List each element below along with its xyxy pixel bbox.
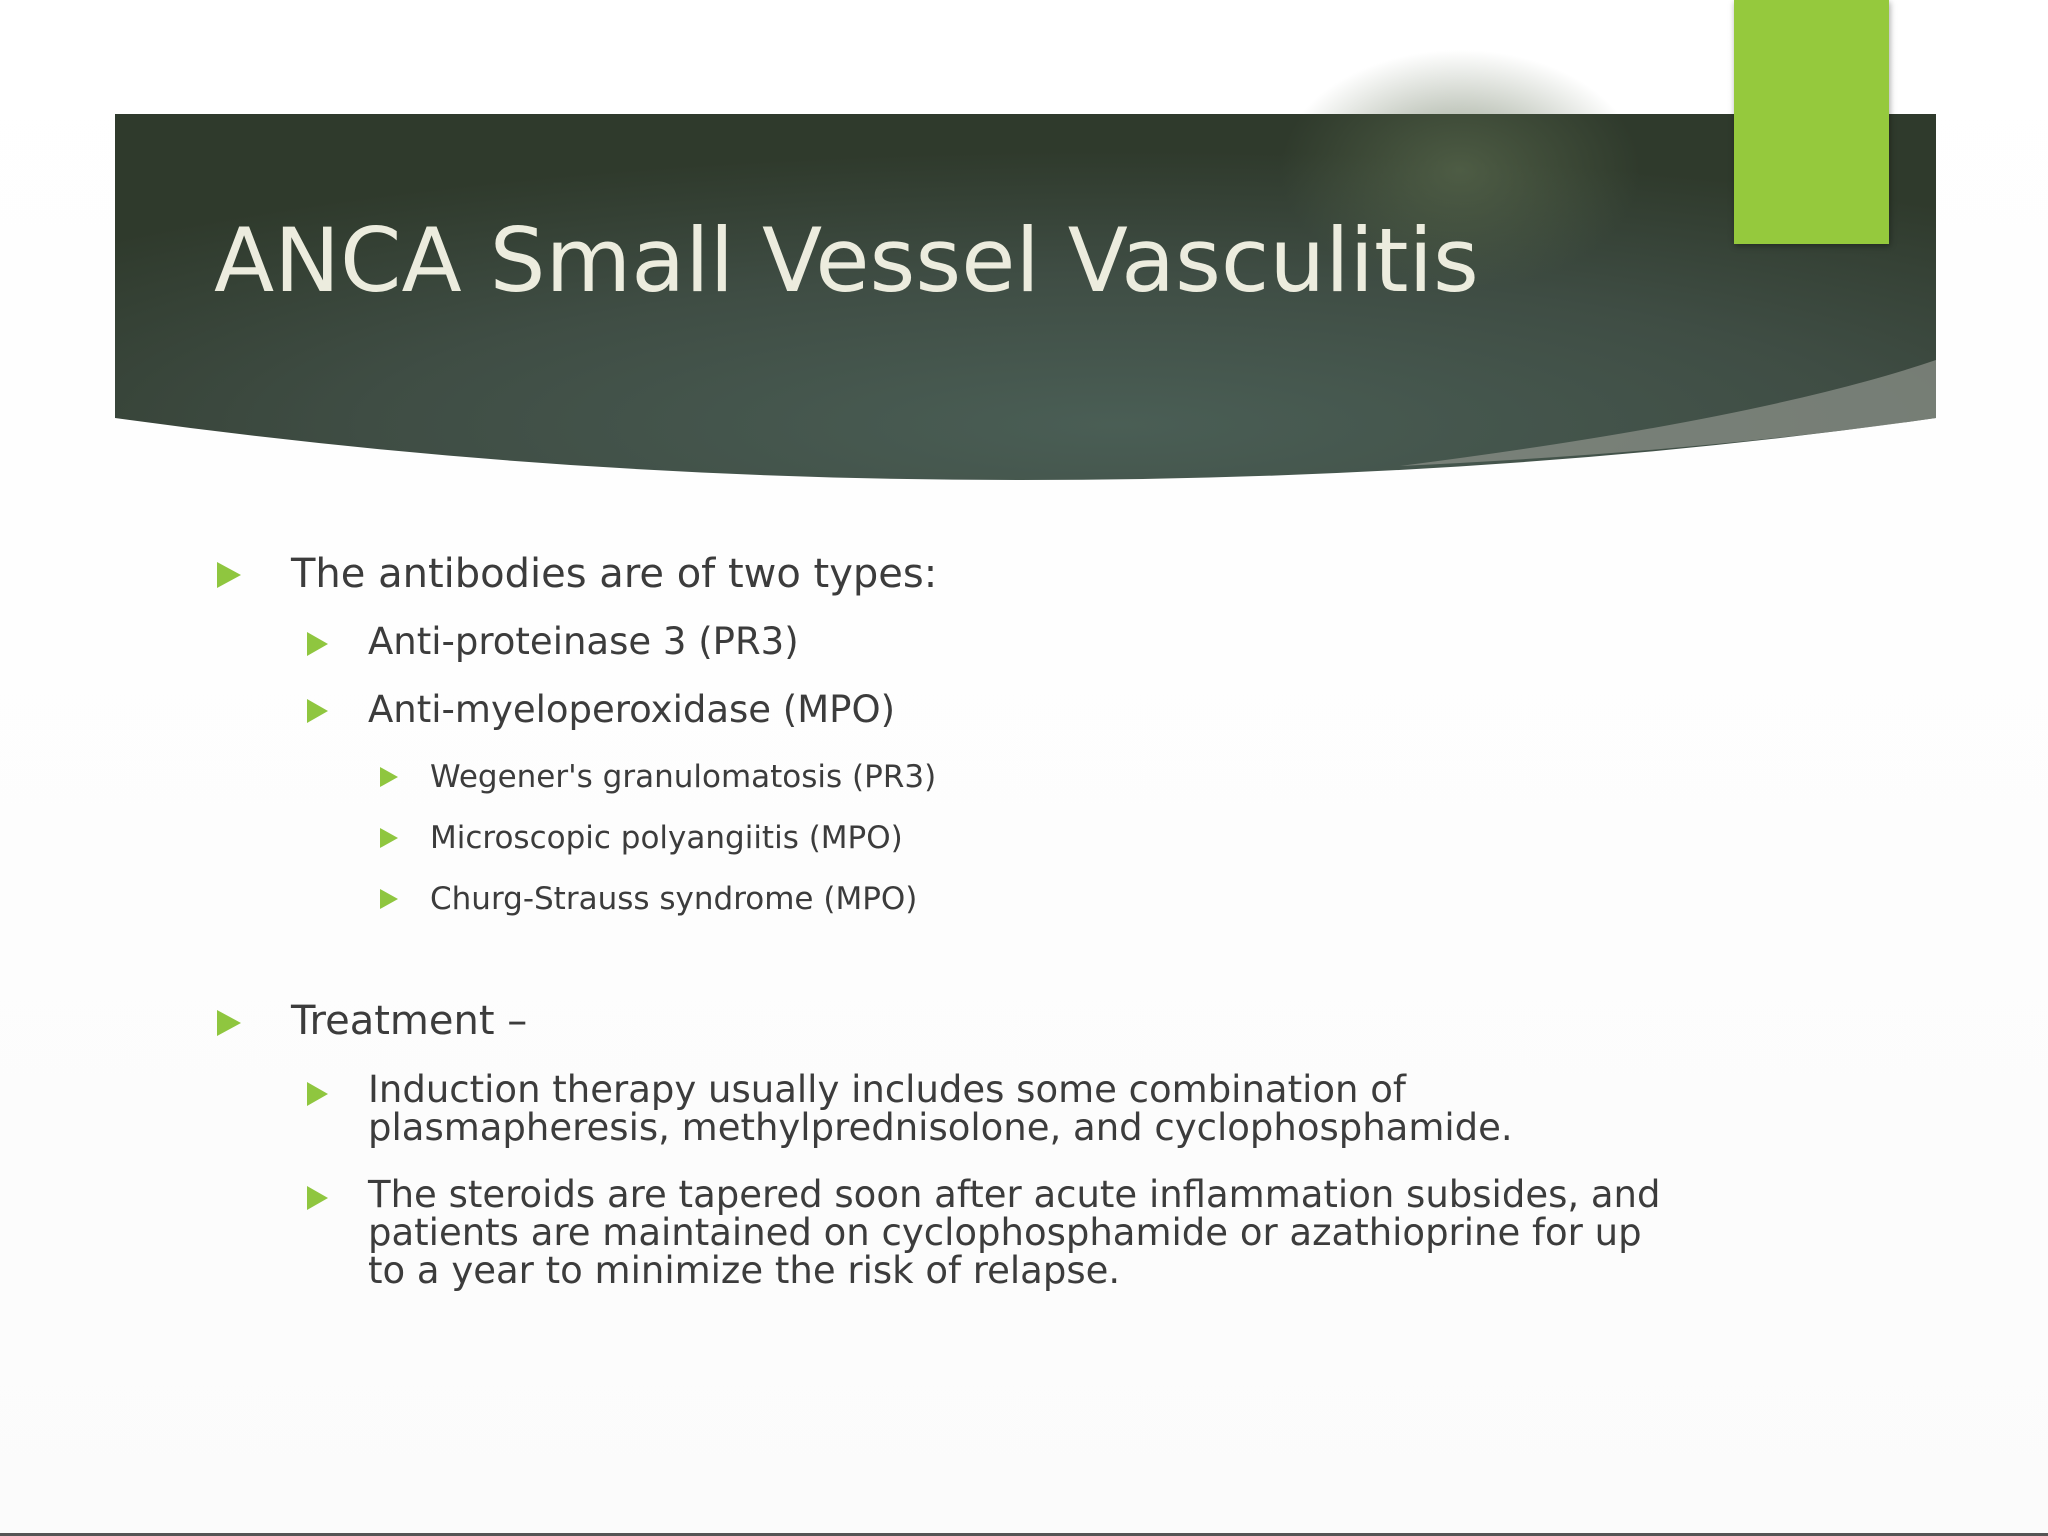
bullet-icon [307,1082,328,1106]
bullet-text: Treatment – [291,998,528,1044]
bullet-icon [380,889,398,909]
bullet-text-line: Induction therapy usually includes some combination of [368,1068,1406,1111]
slide-title: ANCA Small Vessel Vasculitis [214,209,1479,312]
bullet-text: Anti-myeloperoxidase (MPO) [368,688,896,731]
bullet-icon [307,699,328,723]
bullet-text: Anti-proteinase 3 (PR3) [368,620,799,663]
bullet-text: Microscopic polyangiitis (MPO) [430,820,903,856]
bullet-text: Churg-Strauss syndrome (MPO) [430,881,918,917]
bullet-icon [307,1186,328,1210]
bullet-text: The antibodies are of two types: [291,551,938,597]
bullet-text-line: patients are maintained on cyclophosphamide or azathioprine for up [368,1211,1642,1254]
bullet-text: Wegener's granulomatosis (PR3) [430,759,937,795]
bullet-text-line: to a year to minimize the risk of relapse. [368,1249,1121,1292]
bullet-icon [217,1010,241,1036]
bullet-text-line: The steroids are tapered soon after acute inflammation subsides, and [368,1173,1661,1216]
bullet-icon [217,562,241,588]
accent-tab [1734,0,1889,244]
bullet-text-line: plasmapheresis, methylprednisolone, and cyclophosphamide. [368,1106,1513,1149]
bullet-icon [307,632,328,656]
bullet-icon [380,767,398,787]
bullet-icon [380,828,398,848]
